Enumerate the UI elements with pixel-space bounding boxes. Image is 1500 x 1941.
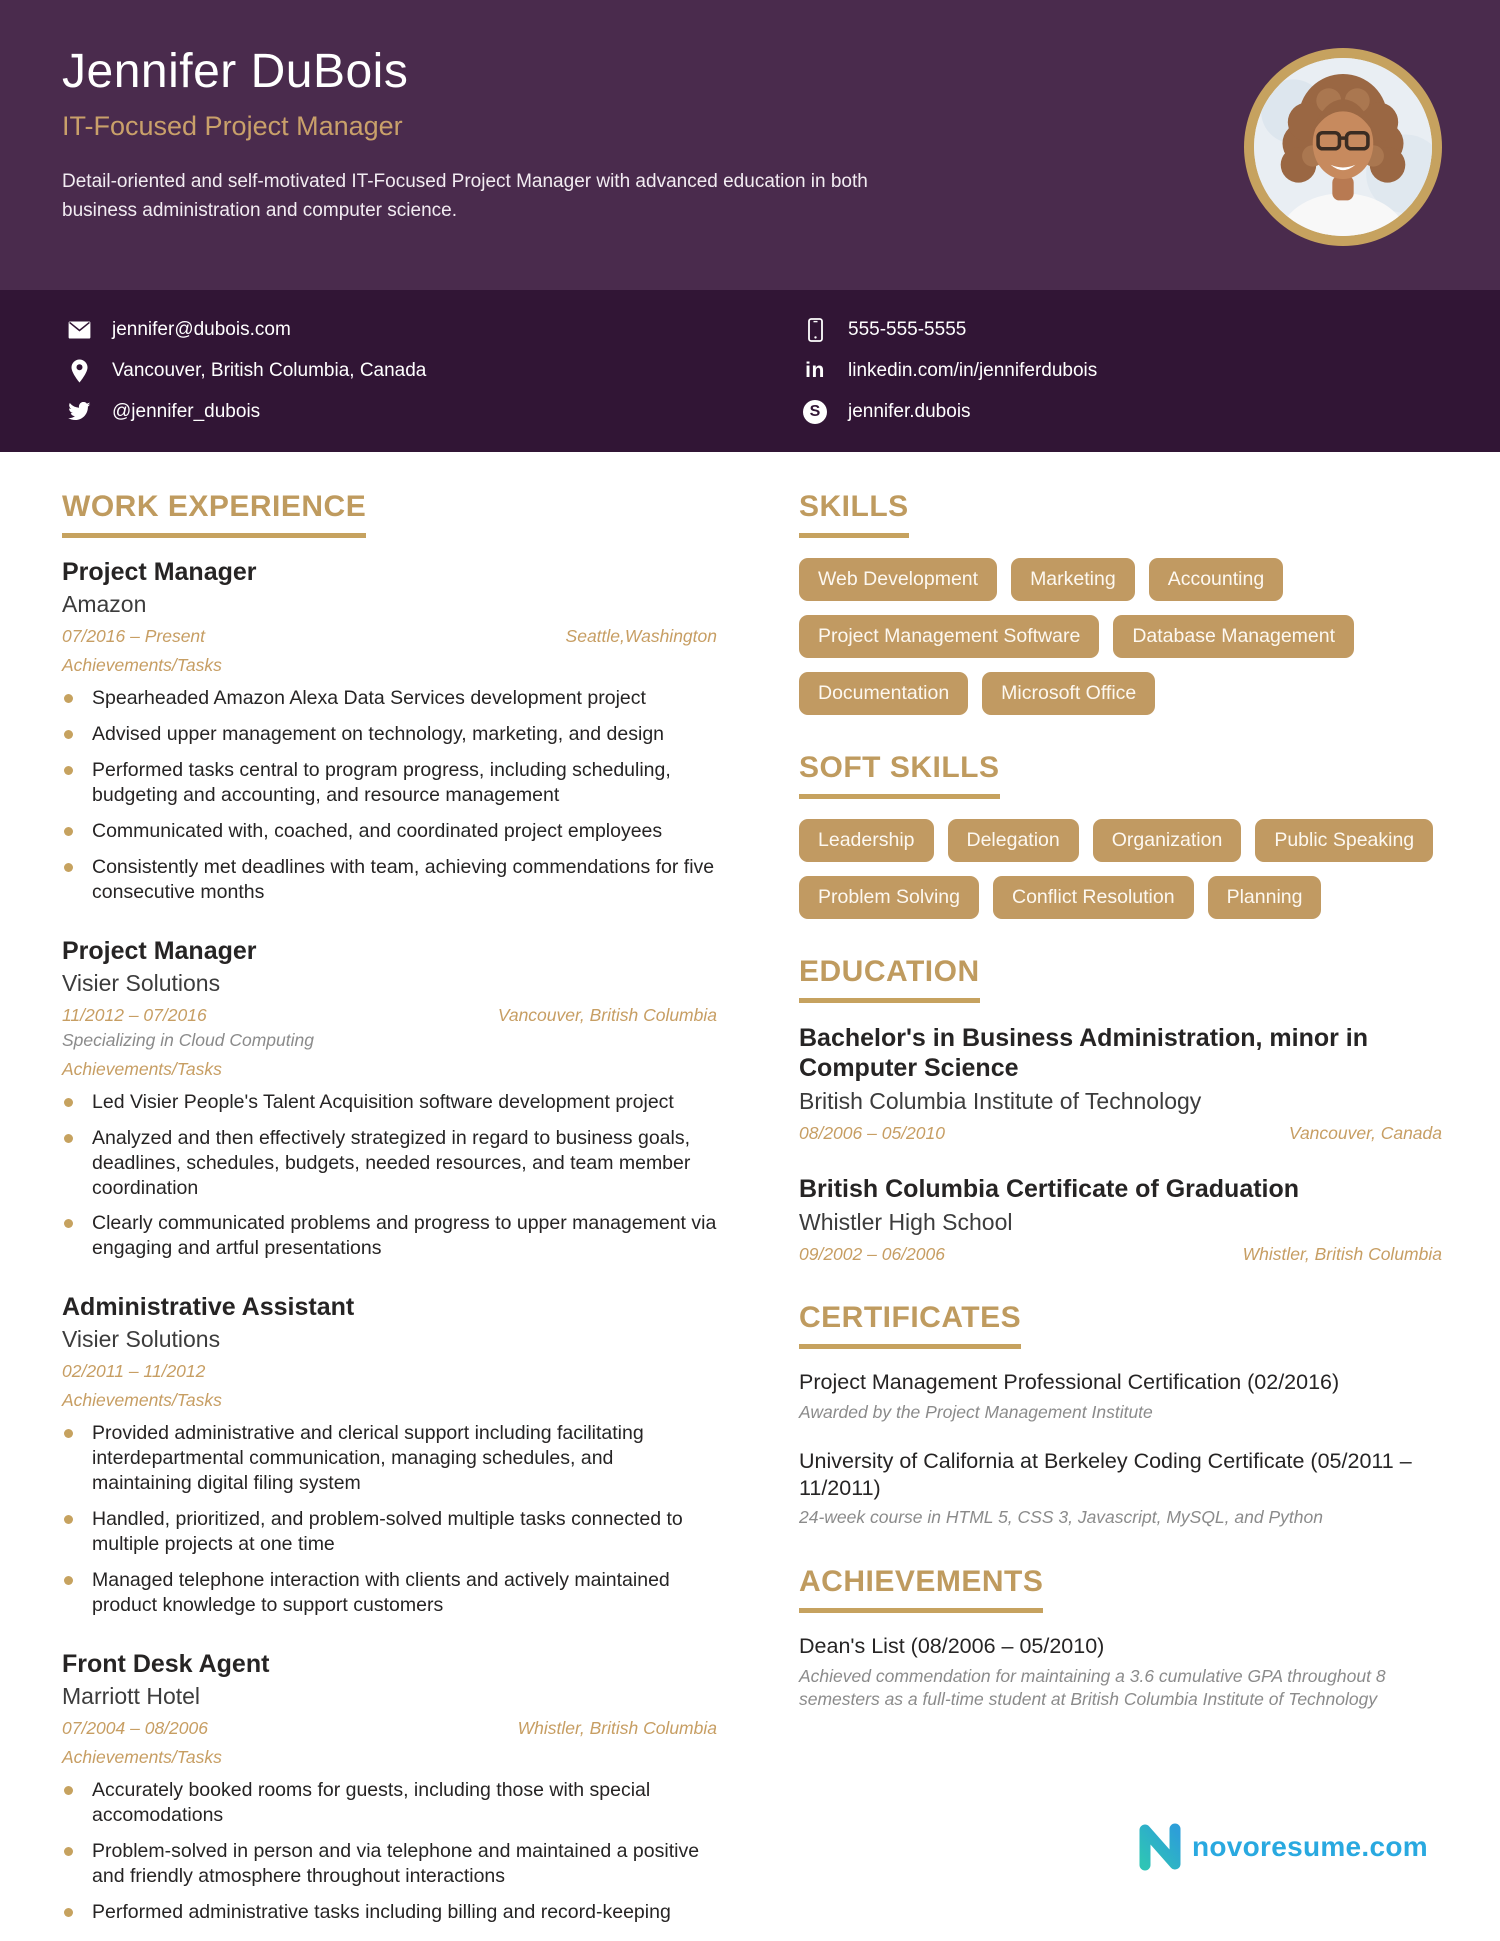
skill-pill: Microsoft Office bbox=[982, 672, 1155, 715]
portrait-illustration bbox=[1254, 58, 1432, 236]
degree-title: Bachelor's in Business Administration, minor in Computer Science bbox=[799, 1024, 1369, 1082]
contact-linkedin[interactable] bbox=[802, 351, 1442, 392]
job-dates: 07/2016 – Present bbox=[62, 626, 206, 646]
skills-section bbox=[799, 490, 1442, 715]
contact-email[interactable] bbox=[66, 310, 802, 351]
job-bullet: Handled, prioritized, and problem-solved multiple tasks connected to multiple projects at one time bbox=[62, 1507, 717, 1557]
skype-icon: S bbox=[802, 400, 828, 424]
education-entry bbox=[799, 1174, 1442, 1265]
job-entry bbox=[62, 937, 717, 1262]
soft-skills-section bbox=[799, 751, 1442, 919]
job-entry bbox=[62, 558, 717, 905]
job-title: Project Manager bbox=[62, 558, 257, 586]
profile-photo-ring bbox=[1244, 48, 1442, 246]
profile-photo bbox=[1254, 58, 1432, 236]
job-bullet: Problem-solved in person and via telephone and maintained a positive and friendly atmosphere throughout interactions bbox=[62, 1839, 717, 1889]
certificates-section bbox=[799, 1301, 1442, 1529]
tasks-label: Achievements/Tasks bbox=[62, 1390, 222, 1411]
soft-skill-pill: Delegation bbox=[948, 819, 1079, 862]
achievements-heading: ACHIEVEMENTS bbox=[799, 1565, 1043, 1613]
contact-linkedin-text: linkedin.com/in/jenniferdubois bbox=[848, 359, 1098, 381]
job-bullets bbox=[62, 1778, 717, 1925]
degree-title: British Columbia Certificate of Graduation bbox=[799, 1175, 1300, 1203]
job-company: Amazon bbox=[62, 591, 147, 617]
soft-skill-pill: Conflict Resolution bbox=[993, 876, 1194, 919]
education-section bbox=[799, 955, 1442, 1265]
email-icon bbox=[66, 321, 92, 339]
certificate-title: University of California at Berkeley Coding Certificate (05/2011 – 11/2011) bbox=[799, 1448, 1412, 1500]
certificate-note: 24-week course in HTML 5, CSS 3, Javascript, MySQL, and Python bbox=[799, 1507, 1323, 1528]
job-entry bbox=[62, 1650, 717, 1925]
job-bullets bbox=[62, 686, 717, 905]
education-entry bbox=[799, 1023, 1442, 1144]
job-note: Specializing in Cloud Computing bbox=[62, 1029, 314, 1050]
education-location: Vancouver, Canada bbox=[1288, 1123, 1442, 1143]
right-column bbox=[799, 490, 1442, 1941]
certificates-heading: CERTIFICATES bbox=[799, 1301, 1021, 1349]
soft-skills-pills bbox=[799, 819, 1442, 919]
contact-location[interactable] bbox=[66, 351, 802, 392]
contact-skype[interactable] bbox=[802, 391, 1442, 432]
main-content bbox=[0, 452, 1500, 1941]
job-bullet: Advised upper management on technology, marketing, and design bbox=[62, 722, 717, 747]
soft-skills-heading: SOFT SKILLS bbox=[799, 751, 1000, 799]
job-dates: 07/2004 – 08/2006 bbox=[62, 1718, 208, 1739]
job-location: Vancouver, British Columbia bbox=[497, 1004, 717, 1025]
job-bullets bbox=[62, 1421, 717, 1618]
person-name: Jennifer DuBois bbox=[62, 45, 409, 98]
job-bullet: Performed tasks central to program progress, including scheduling, budgeting and accounting, and resource management bbox=[62, 758, 717, 808]
job-dates: 11/2012 – 07/2016 bbox=[62, 1004, 207, 1025]
location-pin-icon bbox=[66, 359, 92, 383]
achievements-section bbox=[799, 1565, 1442, 1710]
job-bullet: Accurately booked rooms for guests, including those with special accomodations bbox=[62, 1778, 717, 1828]
header bbox=[0, 0, 1500, 290]
school-name: British Columbia Institute of Technology bbox=[799, 1088, 1202, 1114]
school-name: Whistler High School bbox=[799, 1209, 1013, 1235]
job-dates: 02/2011 – 11/2012 bbox=[62, 1361, 206, 1382]
education-dates: 08/2006 – 05/2010 bbox=[799, 1123, 945, 1143]
job-company: Visier Solutions bbox=[62, 969, 221, 996]
soft-skill-pill: Problem Solving bbox=[799, 876, 979, 919]
novoresume-brand-text: novoresume.com bbox=[1191, 1831, 1428, 1862]
job-bullet: Spearheaded Amazon Alexa Data Services development project bbox=[62, 686, 717, 711]
job-bullet: Consistently met deadlines with team, achieving commendations for five consecutive months bbox=[62, 855, 717, 905]
contact-phone[interactable] bbox=[802, 310, 1442, 351]
education-dates: 09/2002 – 06/2006 bbox=[799, 1244, 945, 1264]
contact-twitter[interactable] bbox=[66, 391, 802, 432]
twitter-icon bbox=[66, 402, 92, 422]
summary-text: Detail-oriented and self-motivated IT-Focused Project Manager with advanced education in both business administration and computer science. bbox=[62, 171, 868, 221]
tasks-label: Achievements/Tasks bbox=[62, 655, 222, 675]
skill-pill: Marketing bbox=[1011, 558, 1135, 601]
skill-pill: Web Development bbox=[799, 558, 997, 601]
phone-icon bbox=[802, 318, 828, 342]
job-bullet: Communicated with, coached, and coordinated project employees bbox=[62, 819, 717, 844]
soft-skill-pill: Leadership bbox=[799, 819, 934, 862]
person-title: IT-Focused Project Manager bbox=[62, 111, 403, 141]
contact-location-text: Vancouver, British Columbia, Canada bbox=[112, 359, 427, 381]
job-title: Front Desk Agent bbox=[62, 1650, 270, 1679]
job-location: Seattle,Washington bbox=[565, 626, 717, 646]
job-title: Administrative Assistant bbox=[62, 1293, 355, 1322]
work-experience-heading: WORK EXPERIENCE bbox=[62, 490, 366, 538]
left-column bbox=[62, 490, 717, 1941]
soft-skill-pill: Organization bbox=[1093, 819, 1242, 862]
novoresume-logo-icon bbox=[1138, 1822, 1182, 1872]
job-bullet: Provided administrative and clerical support including facilitating interdepartmental communication, managing schedules, and maintaining digital filing system bbox=[62, 1421, 717, 1496]
job-bullets bbox=[62, 1090, 717, 1262]
job-company: Visier Solutions bbox=[62, 1326, 221, 1353]
skills-heading: SKILLS bbox=[799, 490, 909, 538]
achievement-title: Dean's List (08/2006 – 05/2010) bbox=[799, 1634, 1105, 1659]
job-title: Project Manager bbox=[62, 936, 257, 965]
certificate-entry bbox=[799, 1448, 1442, 1530]
job-bullet: Managed telephone interaction with clients and actively maintained product knowledge to support customers bbox=[62, 1568, 717, 1618]
skill-pill: Database Management bbox=[1113, 615, 1354, 658]
skill-pill: Documentation bbox=[799, 672, 968, 715]
job-bullet: Led Visier People's Talent Acquisition software development project bbox=[62, 1090, 717, 1115]
job-location: Whistler, British Columbia bbox=[517, 1718, 717, 1739]
contact-bar bbox=[0, 290, 1500, 452]
soft-skill-pill: Public Speaking bbox=[1255, 819, 1433, 862]
certificate-note: Awarded by the Project Management Institute bbox=[799, 1401, 1153, 1422]
contact-phone-text: 555-555-5555 bbox=[848, 319, 967, 341]
certificate-entry bbox=[799, 1369, 1442, 1424]
linkedin-icon: in bbox=[805, 359, 825, 383]
skill-pill: Project Management Software bbox=[799, 615, 1099, 658]
contact-skype-text: jennifer.dubois bbox=[848, 400, 971, 422]
job-bullet: Clearly communicated problems and progress to upper management via engaging and artful presentations bbox=[62, 1211, 717, 1261]
contact-email-text: jennifer@dubois.com bbox=[112, 319, 291, 341]
tasks-label: Achievements/Tasks bbox=[62, 1058, 222, 1079]
education-location: Whistler, British Columbia bbox=[1242, 1244, 1442, 1264]
achievement-entry bbox=[799, 1633, 1442, 1710]
job-entry bbox=[62, 1293, 717, 1618]
job-bullet: Performed administrative tasks including billing and record-keeping bbox=[62, 1900, 717, 1925]
job-bullet: Analyzed and then effectively strategized in regard to business goals, deadlines, schedules, budgets, needed resources, and team member coordination bbox=[62, 1126, 717, 1201]
certificate-title: Project Management Professional Certification (02/2016) bbox=[799, 1370, 1340, 1394]
skills-pills bbox=[799, 558, 1442, 715]
soft-skill-pill: Planning bbox=[1208, 876, 1322, 919]
novoresume-brand[interactable] bbox=[1138, 1822, 1428, 1872]
education-heading: EDUCATION bbox=[799, 955, 980, 1003]
contact-twitter-text: @jennifer_dubois bbox=[112, 400, 261, 422]
tasks-label: Achievements/Tasks bbox=[62, 1747, 222, 1768]
achievement-note: Achieved commendation for maintaining a 3.6 cumulative GPA throughout 8 semesters as a full-time student at British Columbia Institute of Technology bbox=[799, 1666, 1386, 1709]
skill-pill: Accounting bbox=[1149, 558, 1283, 601]
job-company: Marriott Hotel bbox=[62, 1683, 201, 1710]
